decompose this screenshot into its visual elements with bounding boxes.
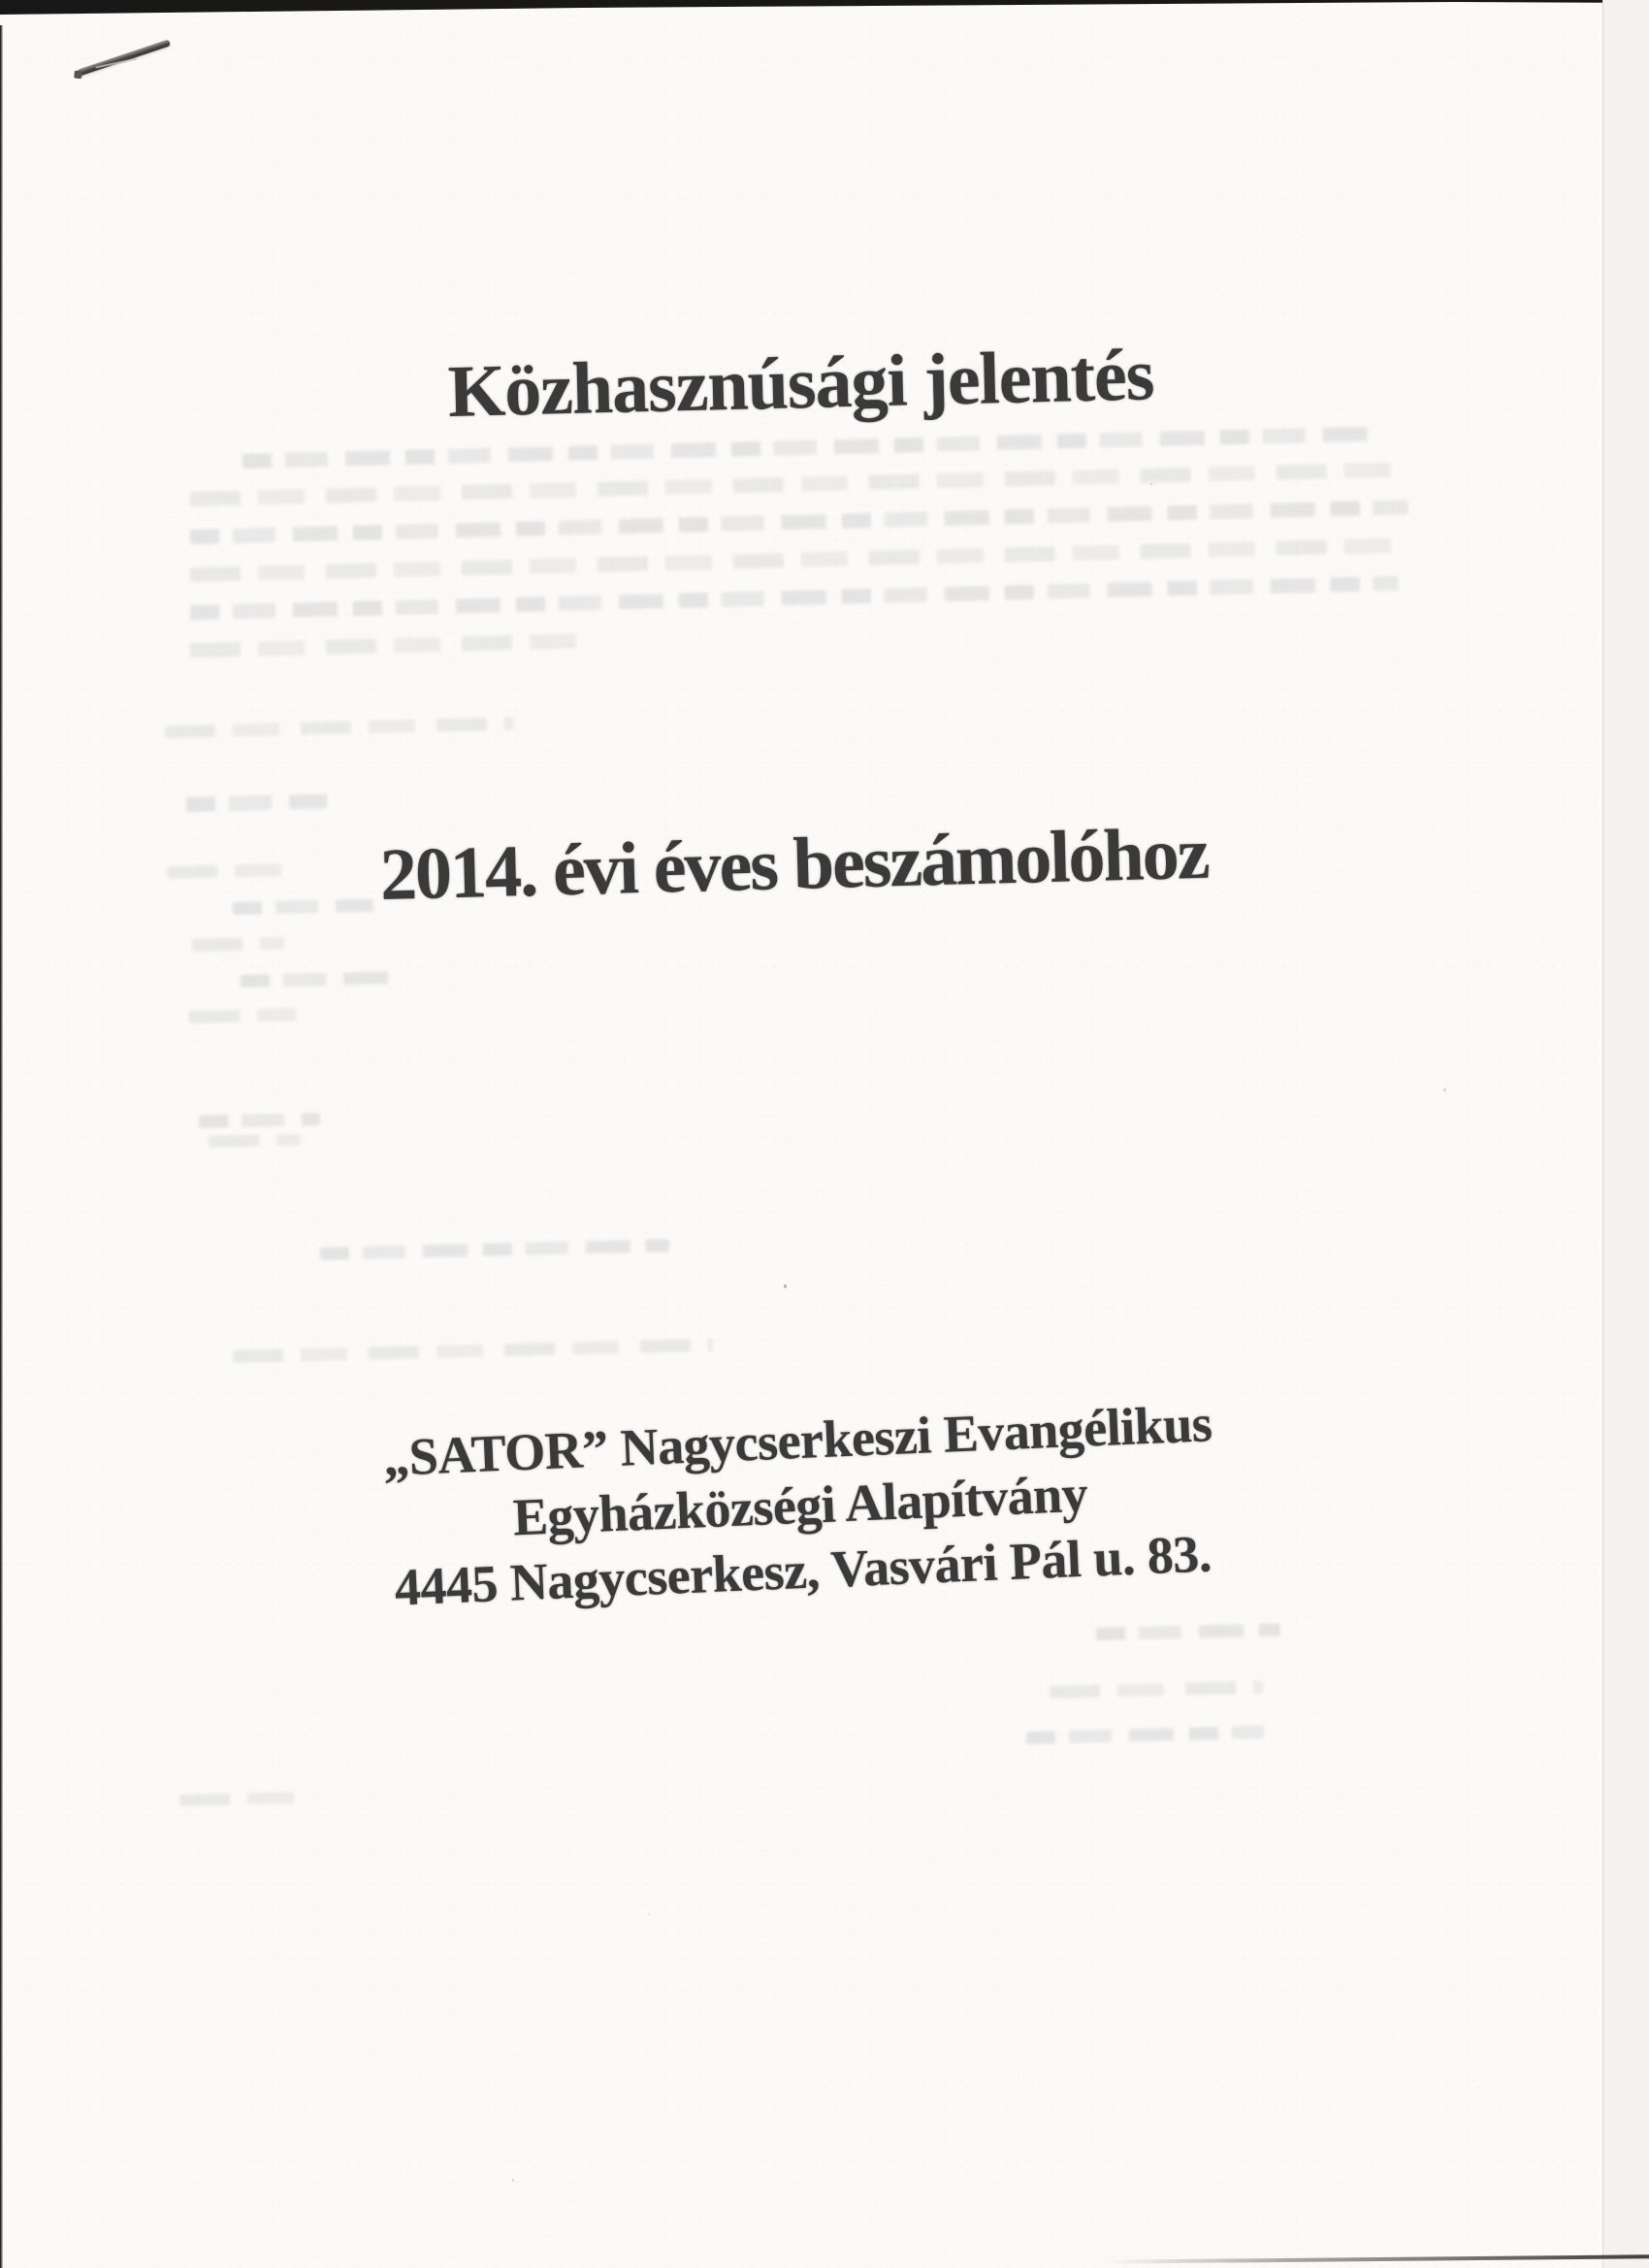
bleedthrough-line (190, 462, 1403, 506)
scan-edge-bottom-right (1106, 2254, 1649, 2263)
bleedthrough-line (189, 1008, 296, 1023)
bleedthrough-line (190, 633, 598, 658)
bleedthrough-line (199, 1113, 320, 1128)
scan-edge-left (0, 25, 3, 2268)
bleedthrough-line (1050, 1681, 1263, 1699)
organization-block (316, 1388, 1284, 1623)
scan-speck (1443, 1088, 1446, 1091)
bleedthrough-line (167, 863, 283, 879)
bleedthrough-line (190, 538, 1393, 582)
organization-name-line2: Egyházközségi Alapítvány (511, 1464, 1089, 1547)
bleedthrough-line (233, 898, 373, 915)
bleedthrough-line (1096, 1623, 1280, 1640)
page-edge-right (1602, 0, 1649, 2268)
scan-speck (1150, 483, 1152, 485)
scan-speck (784, 1284, 787, 1288)
bleedthrough-line (179, 1792, 315, 1806)
bleedthrough-line (190, 576, 1399, 620)
bleedthrough-line (242, 426, 1377, 469)
bleedthrough-line (320, 1239, 669, 1260)
bleedthrough-line (1026, 1726, 1264, 1744)
bleedthrough-line (192, 937, 284, 952)
organization-name-line1: „SATOR” Nagycserkeszi Evangélikus (381, 1394, 1213, 1487)
report-title: Közhasznúsági jelentés (446, 334, 1155, 433)
organization-address: 4445 Nagycserkesz, Vasvári Pál u. 83. (393, 1524, 1212, 1617)
scan-edge-top (0, 0, 1649, 16)
bleedthrough-line (241, 971, 401, 988)
bleedthrough-line (190, 500, 1408, 544)
staple-mark (77, 39, 171, 76)
bleedthrough-line (165, 717, 514, 738)
report-subtitle: 2014. évi éves beszámolóhoz (378, 812, 1210, 916)
scan-speck (648, 1913, 650, 1915)
bleedthrough-line (186, 794, 327, 812)
scan-speck (512, 2179, 514, 2182)
bleedthrough-line (209, 1134, 301, 1148)
bleedthrough-line (233, 1339, 713, 1363)
